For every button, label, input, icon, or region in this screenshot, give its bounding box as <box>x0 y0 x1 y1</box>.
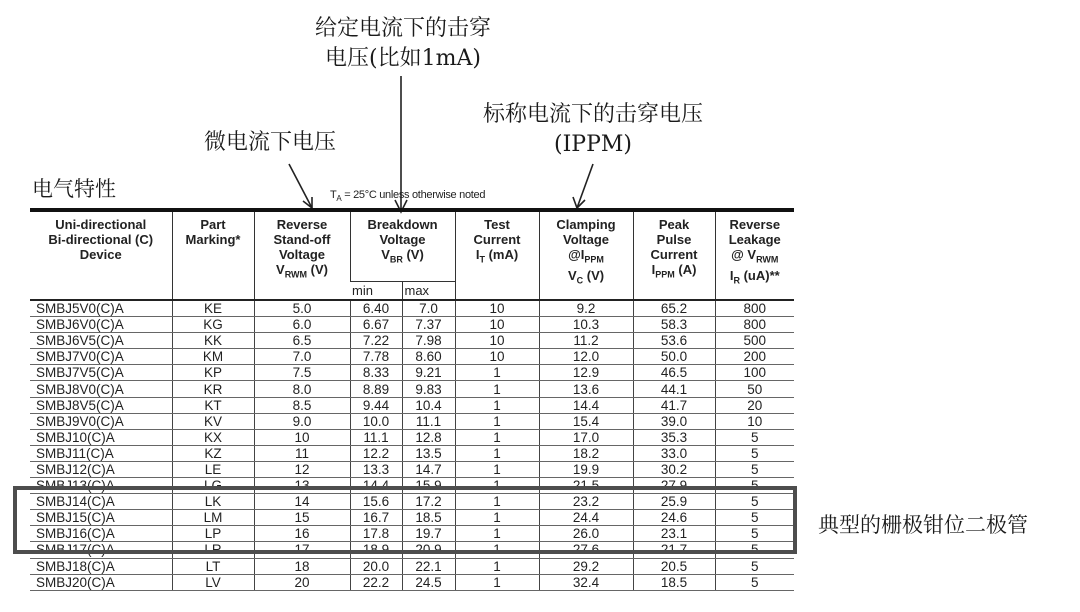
cell-vbr-max: 7.0 <box>402 300 455 317</box>
cell-peak-current: 33.0 <box>633 445 715 461</box>
header-breakdown-l2: Voltage <box>379 232 426 247</box>
cell-vbr-min: 11.1 <box>350 429 402 445</box>
leak-at-sub: RWM <box>756 254 779 265</box>
cell-marking: KK <box>172 333 254 349</box>
cell-standoff: 15 <box>254 510 350 526</box>
cell-peak-current: 23.1 <box>633 526 715 542</box>
cell-device: SMBJ6V5(C)A <box>30 333 172 349</box>
cell-clamping: 11.2 <box>539 333 633 349</box>
cell-leakage: 800 <box>715 317 794 333</box>
cell-marking: LP <box>172 526 254 542</box>
cell-test-current: 1 <box>455 413 539 429</box>
cell-vbr-max: 17.2 <box>402 494 455 510</box>
cell-vbr-max: 9.83 <box>402 381 455 397</box>
cell-marking: LR <box>172 542 254 558</box>
cell-vbr-min: 14.4 <box>350 478 402 494</box>
cell-clamping: 27.6 <box>539 542 633 558</box>
cell-device: SMBJ7V0(C)A <box>30 349 172 365</box>
cell-leakage: 500 <box>715 333 794 349</box>
breakdown-sub: BR <box>389 254 403 265</box>
header-clamp-l1: Clamping <box>556 217 616 232</box>
clamp-at: @I <box>568 247 585 262</box>
cell-leakage: 5 <box>715 526 794 542</box>
leak-unit: (uA)** <box>739 267 780 283</box>
cell-marking: KE <box>172 300 254 317</box>
header-marking <box>172 210 254 300</box>
header-leak-l2: Leakage <box>728 232 781 247</box>
table-row <box>30 558 794 574</box>
cell-vbr-max: 7.37 <box>402 317 455 333</box>
cell-test-current: 1 <box>455 542 539 558</box>
clamp-at-sub: PPM <box>584 254 604 265</box>
cell-device: SMBJ10(C)A <box>30 429 172 445</box>
cell-leakage: 5 <box>715 510 794 526</box>
cell-marking: KX <box>172 429 254 445</box>
annotation-breakdown-line2: 电压(比如1mA) <box>325 46 481 71</box>
table-row <box>30 349 794 365</box>
header-leakage <box>715 210 794 300</box>
header-device-l1: Uni-directional <box>55 217 147 232</box>
cell-leakage: 5 <box>715 558 794 574</box>
cell-standoff: 7.0 <box>254 349 350 365</box>
cell-standoff: 12 <box>254 461 350 477</box>
cell-peak-current: 25.9 <box>633 494 715 510</box>
cell-standoff: 14 <box>254 494 350 510</box>
cell-test-current: 10 <box>455 349 539 365</box>
header-standoff-l2: Stand-off <box>273 232 331 247</box>
header-leak-l3 <box>718 247 793 268</box>
cell-standoff: 18 <box>254 558 350 574</box>
cell-vbr-min: 8.89 <box>350 381 402 397</box>
condition-sub: A <box>336 194 342 204</box>
cell-device: SMBJ11(C)A <box>30 445 172 461</box>
cell-peak-current: 24.6 <box>633 510 715 526</box>
cell-standoff: 20 <box>254 574 350 590</box>
table-row <box>30 445 794 461</box>
header-device <box>30 210 172 300</box>
cell-test-current: 1 <box>455 461 539 477</box>
peak-unit: (A) <box>674 262 697 277</box>
cell-leakage: 50 <box>715 381 794 397</box>
cell-clamping: 29.2 <box>539 558 633 574</box>
cell-clamping: 17.0 <box>539 429 633 445</box>
cell-vbr-min: 17.8 <box>350 526 402 542</box>
cell-vbr-max: 12.8 <box>402 429 455 445</box>
table-row <box>30 333 794 349</box>
cell-peak-current: 18.5 <box>633 574 715 590</box>
cell-test-current: 1 <box>455 445 539 461</box>
cell-vbr-min: 7.22 <box>350 333 402 349</box>
cell-test-current: 1 <box>455 381 539 397</box>
cell-test-current: 1 <box>455 397 539 413</box>
clamp-sub: C <box>576 275 584 286</box>
header-peak-l3: Current <box>650 247 698 262</box>
clamp-unit: (V) <box>583 267 605 283</box>
cell-peak-current: 65.2 <box>633 300 715 317</box>
test-sub: T <box>479 254 485 265</box>
cell-marking: KP <box>172 365 254 381</box>
cell-device: SMBJ8V0(C)A <box>30 381 172 397</box>
cell-device: SMBJ13(C)A <box>30 478 172 494</box>
cell-leakage: 5 <box>715 494 794 510</box>
header-clamp-l2: Voltage <box>563 232 610 247</box>
cell-device: SMBJ14(C)A <box>30 494 172 510</box>
cell-marking: LE <box>172 461 254 477</box>
cell-clamping: 12.0 <box>539 349 633 365</box>
cell-standoff: 7.5 <box>254 365 350 381</box>
annotation-breakdown-line1: 给定电流下的击穿 <box>314 16 491 41</box>
peak-sub: PPM <box>655 269 675 280</box>
cell-peak-current: 53.6 <box>633 333 715 349</box>
cell-standoff: 10 <box>254 429 350 445</box>
annotation-standoff-voltage: 微电流下电压 <box>203 130 336 155</box>
cell-marking: KM <box>172 349 254 365</box>
standoff-sym: V <box>276 262 285 277</box>
cell-clamping: 26.0 <box>539 526 633 542</box>
condition-text: = 25°C unless otherwise noted <box>341 189 486 201</box>
cell-standoff: 6.5 <box>254 333 350 349</box>
cell-marking: KG <box>172 317 254 333</box>
standoff-arrow-line <box>289 164 312 208</box>
cell-vbr-max: 24.5 <box>402 574 455 590</box>
cell-device: SMBJ6V0(C)A <box>30 317 172 333</box>
cell-peak-current: 39.0 <box>633 413 715 429</box>
test-sym: I <box>475 247 480 262</box>
header-standoff-l3: Voltage <box>279 247 325 262</box>
cell-device: SMBJ17(C)A <box>30 542 172 558</box>
header-clamp-l3 <box>542 247 631 268</box>
table-row <box>30 461 794 477</box>
cell-marking: KV <box>172 413 254 429</box>
cell-vbr-max: 7.98 <box>402 333 455 349</box>
cell-clamping: 15.4 <box>539 413 633 429</box>
cell-vbr-max: 22.1 <box>402 558 455 574</box>
cell-test-current: 10 <box>455 300 539 317</box>
cell-clamping: 10.3 <box>539 317 633 333</box>
cell-clamping: 32.4 <box>539 574 633 590</box>
cell-clamping: 9.2 <box>539 300 633 317</box>
table-row <box>30 317 794 333</box>
cell-standoff: 11 <box>254 445 350 461</box>
cell-clamping: 19.9 <box>539 461 633 477</box>
cell-device: SMBJ7V5(C)A <box>30 365 172 381</box>
cell-peak-current: 30.2 <box>633 461 715 477</box>
cell-device: SMBJ18(C)A <box>30 558 172 574</box>
cell-vbr-min: 16.7 <box>350 510 402 526</box>
cell-clamping: 21.5 <box>539 478 633 494</box>
cell-standoff: 8.5 <box>254 397 350 413</box>
cell-vbr-min: 9.44 <box>350 397 402 413</box>
cell-standoff: 16 <box>254 526 350 542</box>
cell-leakage: 5 <box>715 574 794 590</box>
highlight-box-typical-gate-clamp <box>13 486 797 554</box>
cell-vbr-min: 22.2 <box>350 574 402 590</box>
header-test-l2: Current <box>473 232 521 247</box>
cell-test-current: 1 <box>455 526 539 542</box>
breakdown-sym: V <box>381 247 390 262</box>
cell-clamping: 13.6 <box>539 381 633 397</box>
table-row <box>30 381 794 397</box>
cell-marking: LT <box>172 558 254 574</box>
cell-leakage: 200 <box>715 349 794 365</box>
cell-test-current: 10 <box>455 333 539 349</box>
header-marking-l1: Part <box>200 217 226 232</box>
header-max: max <box>402 282 455 301</box>
cell-vbr-max: 13.5 <box>402 445 455 461</box>
cell-peak-current: 44.1 <box>633 381 715 397</box>
test-unit: (mA) <box>484 247 519 262</box>
cell-vbr-max: 20.9 <box>402 542 455 558</box>
table-row <box>30 365 794 381</box>
standoff-sub: RWM <box>284 269 308 280</box>
cell-vbr-min: 20.0 <box>350 558 402 574</box>
cell-vbr-min: 15.6 <box>350 494 402 510</box>
header-test-l1: Test <box>484 217 510 232</box>
cell-vbr-min: 8.33 <box>350 365 402 381</box>
cell-test-current: 1 <box>455 429 539 445</box>
cell-vbr-max: 8.60 <box>402 349 455 365</box>
cell-clamping: 24.4 <box>539 510 633 526</box>
leak-at: @ V <box>731 247 757 262</box>
cell-test-current: 1 <box>455 510 539 526</box>
cell-test-current: 1 <box>455 365 539 381</box>
header-clamping <box>539 210 633 300</box>
cell-test-current: 1 <box>455 478 539 494</box>
header-device-l2: Bi-directional (C) <box>48 232 154 247</box>
annotation-clamp-line1: 标称电流下的击穿电压 <box>482 102 703 127</box>
cell-clamping: 18.2 <box>539 445 633 461</box>
cell-vbr-max: 15.9 <box>402 478 455 494</box>
header-standoff-l4 <box>257 262 348 283</box>
cell-clamping: 12.9 <box>539 365 633 381</box>
header-leak-l1: Reverse <box>729 217 781 232</box>
cell-clamping: 23.2 <box>539 494 633 510</box>
cell-leakage: 5 <box>715 429 794 445</box>
cell-standoff: 8.0 <box>254 381 350 397</box>
header-peak-l1: Peak <box>658 217 690 232</box>
cell-vbr-max: 10.4 <box>402 397 455 413</box>
cell-test-current: 1 <box>455 494 539 510</box>
cell-marking: LM <box>172 510 254 526</box>
cell-device: SMBJ5V0(C)A <box>30 300 172 317</box>
cell-device: SMBJ20(C)A <box>30 574 172 590</box>
cell-peak-current: 27.9 <box>633 478 715 494</box>
cell-peak-current: 21.7 <box>633 542 715 558</box>
leak-sub: R <box>733 275 740 286</box>
cell-device: SMBJ15(C)A <box>30 510 172 526</box>
cell-peak-current: 46.5 <box>633 365 715 381</box>
cell-peak-current: 41.7 <box>633 397 715 413</box>
table-row <box>30 300 794 317</box>
header-min: min <box>350 282 402 301</box>
cell-vbr-max: 18.5 <box>402 510 455 526</box>
leak-sym: I <box>729 267 734 283</box>
cell-test-current: 1 <box>455 558 539 574</box>
header-peak-l2: Pulse <box>656 232 692 247</box>
standoff-unit: (V) <box>307 262 328 277</box>
cell-vbr-max: 19.7 <box>402 526 455 542</box>
cell-marking: KZ <box>172 445 254 461</box>
cell-peak-current: 35.3 <box>633 429 715 445</box>
peak-sym: I <box>651 262 656 277</box>
cell-marking: KT <box>172 397 254 413</box>
clamp-arrow-line <box>577 164 593 208</box>
header-test-l3 <box>458 247 537 268</box>
cell-vbr-min: 18.9 <box>350 542 402 558</box>
cell-leakage: 5 <box>715 478 794 494</box>
cell-vbr-max: 14.7 <box>402 461 455 477</box>
cell-test-current: 1 <box>455 574 539 590</box>
cell-peak-current: 58.3 <box>633 317 715 333</box>
table-row <box>30 429 794 445</box>
section-title: 电气特性 <box>32 177 116 201</box>
cell-vbr-max: 9.21 <box>402 365 455 381</box>
header-standoff <box>254 210 350 300</box>
cell-clamping: 14.4 <box>539 397 633 413</box>
clamp-sym: V <box>567 267 577 283</box>
cell-test-current: 10 <box>455 317 539 333</box>
header-device-l3: Device <box>79 247 122 262</box>
cell-standoff: 17 <box>254 542 350 558</box>
cell-leakage: 10 <box>715 413 794 429</box>
header-breakdown-l3 <box>353 247 453 268</box>
cell-marking: KR <box>172 381 254 397</box>
header-clamp-l4 <box>542 268 631 289</box>
table-row <box>30 413 794 429</box>
cell-vbr-min: 6.67 <box>350 317 402 333</box>
cell-standoff: 13 <box>254 478 350 494</box>
header-peak-current <box>633 210 715 300</box>
cell-device: SMBJ16(C)A <box>30 526 172 542</box>
cell-leakage: 100 <box>715 365 794 381</box>
annotation-tvs-note: 典型的栅极钳位二极管 <box>818 513 1028 537</box>
cell-device: SMBJ9V0(C)A <box>30 413 172 429</box>
header-test-current <box>455 210 539 300</box>
breakdown-unit: (V) <box>402 247 424 262</box>
cell-standoff: 5.0 <box>254 300 350 317</box>
cell-marking: LK <box>172 494 254 510</box>
cell-marking: LG <box>172 478 254 494</box>
cell-leakage: 5 <box>715 542 794 558</box>
cell-peak-current: 20.5 <box>633 558 715 574</box>
cell-marking: LV <box>172 574 254 590</box>
table-row <box>30 397 794 413</box>
header-marking-l2: Marking* <box>185 232 241 247</box>
header-breakdown <box>350 210 455 282</box>
cell-device: SMBJ8V5(C)A <box>30 397 172 413</box>
cell-vbr-min: 13.3 <box>350 461 402 477</box>
header-breakdown-l1: Breakdown <box>367 217 438 232</box>
cell-leakage: 800 <box>715 300 794 317</box>
cell-standoff: 6.0 <box>254 317 350 333</box>
cell-vbr-min: 7.78 <box>350 349 402 365</box>
header-standoff-l1: Reverse <box>276 217 328 232</box>
cell-leakage: 20 <box>715 397 794 413</box>
cell-standoff: 9.0 <box>254 413 350 429</box>
cell-vbr-max: 11.1 <box>402 413 455 429</box>
cell-vbr-min: 12.2 <box>350 445 402 461</box>
condition-symbol: T <box>330 189 337 201</box>
cell-device: SMBJ12(C)A <box>30 461 172 477</box>
header-leak-l4 <box>718 268 793 289</box>
cell-peak-current: 50.0 <box>633 349 715 365</box>
annotation-clamp-line2: (IPPM) <box>554 132 632 157</box>
cell-leakage: 5 <box>715 445 794 461</box>
cell-leakage: 5 <box>715 461 794 477</box>
cell-vbr-min: 6.40 <box>350 300 402 317</box>
table-row <box>30 574 794 590</box>
header-peak-l4 <box>636 262 713 283</box>
cell-vbr-min: 10.0 <box>350 413 402 429</box>
